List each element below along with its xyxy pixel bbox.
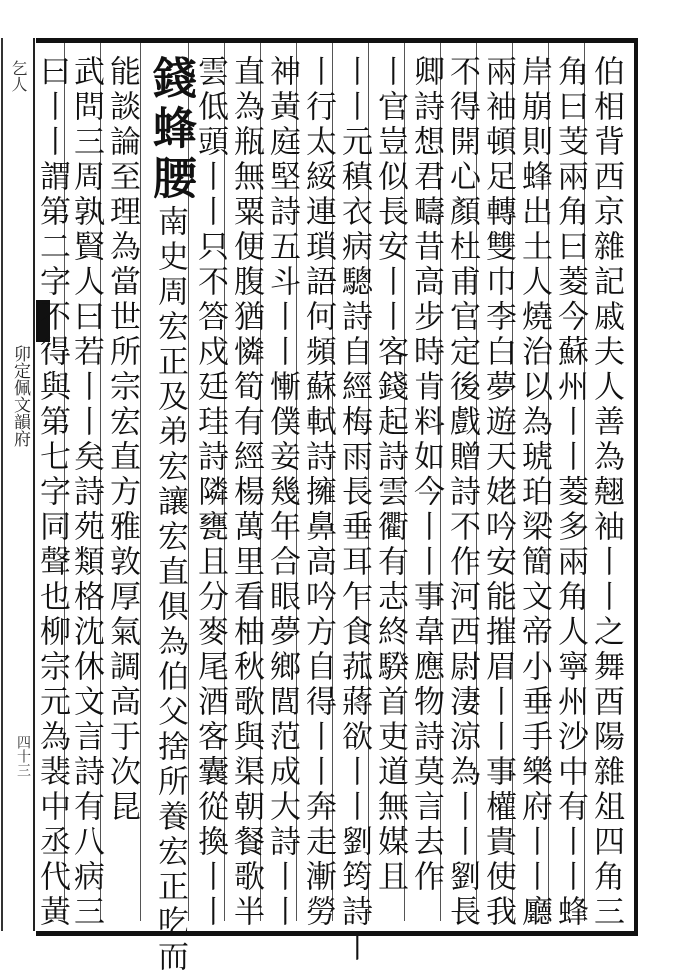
text-column: 直為瓶無粟便腹猶憐筍有經楊萬里看柚秋歌與渠朝餐歌半 bbox=[228, 55, 264, 930]
text-column: 丨行太綏連瑣語何頻蘇軾詩擁鼻高吟方自得丨丨奔走漸勞 bbox=[300, 55, 336, 930]
entry-column bbox=[145, 55, 196, 975]
margin-page-number: 四十三 bbox=[15, 735, 31, 777]
text-column: 卿詩想君疇昔高步時肯料如今丨丨事韋應物詩莫言去作 bbox=[408, 55, 444, 895]
text-column: 武問三周孰賢人曰若丨丨矣詩苑類格沈休文言詩有八病三 bbox=[68, 55, 104, 930]
margin-book-title: 卯定佩文韻府 bbox=[10, 345, 30, 447]
margin-top-marks: 乞人 bbox=[9, 60, 28, 92]
text-column: 不得開心顏杜甫官定後戲贈詩不作河西尉淒涼為丨丨劉長 bbox=[444, 55, 480, 930]
text-column: 丨丨元稹衣病驄詩自經梅雨長垂耳乍食菰蔣欲丨丨劉筠詩丨 bbox=[336, 55, 372, 965]
text-column: 丨官豈似長安丨丨客錢起詩雲衢有志終騤首吏道無媒且 bbox=[372, 55, 408, 895]
text-column: 角曰芰兩角曰菱今蘇州丨丨菱多兩角人寧州沙中有丨丨蜂 bbox=[552, 55, 588, 930]
text-column: 雲低頭丨丨只不答戍廷珪詩隣甕且分麥尾酒客囊從換丨丨 bbox=[192, 55, 228, 930]
text-column: 兩袖頓足轉雙巾李白夢遊天姥吟安能摧眉丨丨事權貴使我 bbox=[480, 55, 516, 930]
text-column: 伯相背西京雜記戚夫人善為翹袖丨丨之舞酉陽雜俎四角三 bbox=[588, 55, 624, 930]
entry-text: 南史周宏正及弟宏讓宏直俱為伯父捨所養宏正吃而 bbox=[152, 205, 188, 975]
text-column: 神黃庭堅詩五斗丨丨慚僕妾幾年合眼夢鄉閭范成大詩丨丨 bbox=[264, 55, 300, 930]
text-column: 能談論至理為當世所宗宏直方雅敦厚氣調高于次昆 bbox=[104, 55, 140, 825]
margin-outer-rule bbox=[1, 38, 3, 931]
column-rule bbox=[140, 43, 141, 921]
text-column: 岸崩則蜂出土人燒治以為琥珀梁簡文帝小垂手樂府丨丨廳 bbox=[516, 55, 552, 930]
entry-heading: 錢蜂腰 bbox=[145, 55, 196, 205]
text-column: 曰丨丨謂第二字不得與第七字同聲也柳宗元為裴中丞代黃 bbox=[34, 55, 70, 930]
